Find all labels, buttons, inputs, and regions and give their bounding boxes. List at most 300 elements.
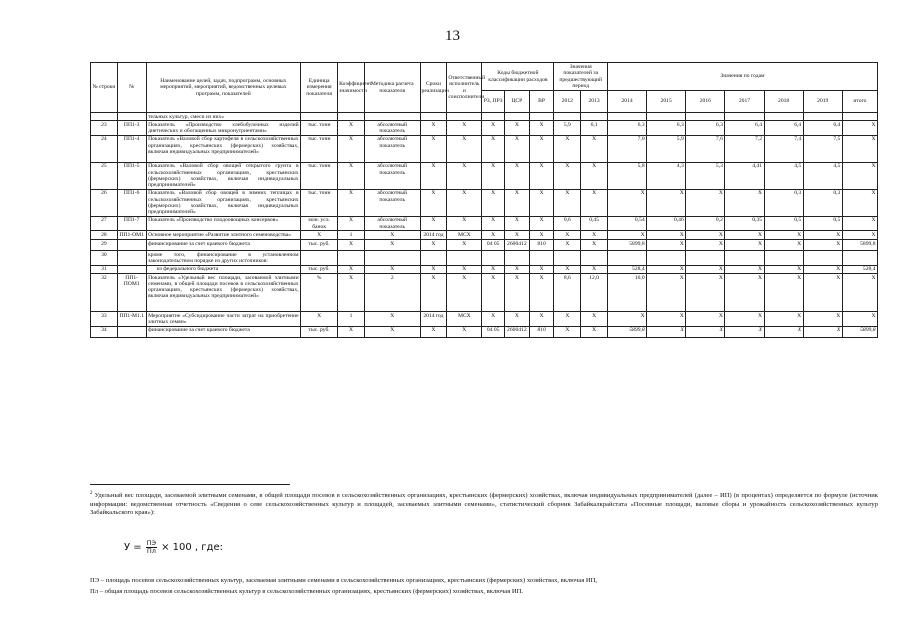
row-vr: 810	[529, 326, 554, 337]
row-terms: Х	[420, 189, 447, 216]
row-code: ПП1-7	[117, 216, 146, 231]
row-coef: Х	[338, 135, 365, 162]
row-unit: Х	[301, 312, 338, 327]
row-name: Мероприятие «Субсидирование части затрат на приобретение элитных семян»	[148, 312, 299, 325]
row-method: Х	[364, 265, 420, 273]
cont-cell	[338, 113, 365, 121]
cont-cell	[842, 113, 877, 121]
row-2015: Х	[647, 274, 686, 312]
cont-cell	[447, 113, 482, 121]
row-method: абсолютный показатель	[364, 135, 420, 162]
row-2019	[803, 251, 842, 266]
row-2014: 7,0	[607, 135, 646, 162]
row-number: 23	[91, 121, 118, 136]
row-2016: 0,2	[686, 216, 725, 231]
row-2013	[581, 251, 608, 266]
table-row	[91, 265, 878, 273]
cont-cell	[647, 113, 686, 121]
header-2017: 2017	[725, 91, 764, 113]
row-responsible: Х	[447, 162, 482, 189]
row-2014: 528,4	[607, 265, 646, 273]
row-coef: Х	[338, 121, 365, 136]
row-2016: 6,3	[686, 121, 725, 136]
row-terms: Х	[420, 240, 447, 251]
row-2012: Х	[554, 135, 581, 162]
row-method: Х	[364, 231, 420, 240]
row-vr: Х	[529, 216, 554, 231]
row-vr: Х	[529, 312, 554, 327]
row-name: Показатель «Удельный вес площади, засеваемой элитными семенами, в общей площади посевов в сельскохозяйственных организациях, крестьянских (фермерских) хозяйствах, включая индивидуальных предпринимателей»	[146, 274, 301, 312]
row-total: Х	[842, 121, 877, 136]
table-row	[91, 162, 878, 189]
row-code	[117, 326, 146, 337]
table-row	[91, 216, 878, 231]
cont-cell	[504, 113, 529, 121]
row-2017: Х	[725, 265, 764, 273]
row-2017: Х	[725, 312, 764, 327]
row-method: Х	[364, 326, 420, 337]
row-number: 25	[91, 162, 118, 189]
row-rz: Х	[482, 274, 505, 312]
row-vr: 810	[529, 240, 554, 251]
cont-cell	[607, 113, 646, 121]
row-total: 5899,8	[842, 326, 877, 337]
row-2016: Х	[686, 326, 725, 337]
row-2018	[764, 251, 803, 266]
row-2019: 7,5	[803, 135, 842, 162]
header-unit: Единица измерения показателя	[301, 63, 338, 113]
row-responsible: Х	[447, 121, 482, 136]
row-code: ПП1-ПОМ1	[117, 274, 146, 312]
table-row	[91, 274, 878, 312]
row-total: Х	[842, 231, 877, 240]
row-method: 2	[364, 274, 420, 312]
row-2014: 10,0	[607, 274, 646, 312]
header-responsible: Ответственный исполнитель и соисполнители	[447, 63, 482, 113]
row-2017: Х	[725, 240, 764, 251]
row-terms: 2014 год	[420, 231, 447, 240]
row-2013: Х	[581, 162, 608, 189]
row-2017: 7,2	[725, 135, 764, 162]
row-csr: 2600412	[504, 240, 529, 251]
row-2013: Х	[581, 135, 608, 162]
row-2017: 0,35	[725, 216, 764, 231]
row-2015: Х	[647, 326, 686, 337]
row-2019: Х	[803, 240, 842, 251]
row-2019: 6,4	[803, 121, 842, 136]
row-name: Показатель «Производство плодоовощных консервов»	[146, 216, 301, 231]
row-2019: Х	[803, 231, 842, 240]
row-total: Х	[842, 162, 877, 189]
row-method: абсолютный показатель	[364, 189, 420, 216]
row-number: 29	[91, 240, 118, 251]
table-row	[91, 135, 878, 162]
row-code: ПП1-М1.1	[117, 312, 146, 327]
row-rz: Х	[482, 265, 505, 273]
row-2017	[725, 251, 764, 266]
header-total: итого	[842, 91, 877, 113]
row-terms: Х	[420, 265, 447, 273]
row-responsible: Х	[447, 265, 482, 273]
row-vr: Х	[529, 265, 554, 273]
row-csr: Х	[504, 312, 529, 327]
header-terms: Сроки реализации	[420, 63, 447, 113]
row-rz: Х	[482, 216, 505, 231]
row-unit: тыс. руб.	[301, 265, 338, 273]
row-2018: Х	[764, 274, 803, 312]
row-2019: 4,5	[803, 162, 842, 189]
row-rz: 04 05	[482, 326, 505, 337]
row-name: финансирование за счет краевого бюджета	[146, 240, 301, 251]
row-2016: Х	[686, 231, 725, 240]
row-number: 24	[91, 135, 118, 162]
row-2016: Х	[686, 189, 725, 216]
header-2018: 2018	[764, 91, 803, 113]
row-2012: Х	[554, 231, 581, 240]
footnote-rule	[90, 484, 290, 485]
row-coef: Х	[338, 240, 365, 251]
row-2016: 7,6	[686, 135, 725, 162]
row-2015: 5,9	[647, 135, 686, 162]
header-2013: 2013	[581, 91, 608, 113]
row-rz: 04 05	[482, 240, 505, 251]
row-coef: Х	[338, 274, 365, 312]
row-vr: Х	[529, 231, 554, 240]
row-2015	[647, 251, 686, 266]
cont-cell	[117, 113, 146, 121]
formula	[124, 540, 223, 555]
row-vr: Х	[529, 162, 554, 189]
row-2012: 5,9	[554, 121, 581, 136]
row-2014: 5899,8	[607, 326, 646, 337]
row-2015: Х	[647, 240, 686, 251]
row-csr: Х	[504, 162, 529, 189]
row-name: Основное мероприятие «Развитие элитного семеноводства»	[146, 231, 301, 240]
formula-lhs: У =	[124, 542, 142, 554]
table-row	[91, 231, 878, 240]
row-2018: 4,5	[764, 162, 803, 189]
table-row	[91, 189, 878, 216]
row-name: Показатель «Валовой сбор овощей открытого грунта в сельскохозяйственных организациях, крестьянских (фермерских) хозяйствах, включая индивидуальных предпринимателей»	[148, 163, 299, 188]
row-terms: Х	[420, 121, 447, 136]
row-method: Х	[364, 312, 420, 327]
cont-cell	[554, 113, 581, 121]
row-method: абсолютный показатель	[364, 121, 420, 136]
cont-cell	[482, 113, 505, 121]
indicators-table	[90, 62, 878, 338]
definition-pl: Пл – общая площадь посевов сельскохозяйственных культур в сельскохозяйственных организациях, крестьянских (фермерских) хозяйствах, включая ИП.	[90, 588, 524, 595]
continuation-text: тельных культур, смеси из них»	[146, 113, 301, 121]
header-years: Значения по годам	[607, 63, 877, 91]
row-csr: Х	[504, 189, 529, 216]
row-responsible: МСХ	[447, 312, 482, 327]
formula-denominator: Пл	[146, 547, 156, 556]
row-2014: Х	[607, 231, 646, 240]
row-code	[117, 251, 146, 266]
row-2019: 0,3	[803, 189, 842, 216]
row-terms	[420, 251, 447, 266]
cont-cell	[803, 113, 842, 121]
row-code	[117, 265, 146, 273]
row-rz: Х	[482, 312, 505, 327]
row-unit: %	[301, 274, 338, 312]
row-responsible: Х	[447, 274, 482, 312]
row-vr: Х	[529, 274, 554, 312]
row-2015: 6,3	[647, 121, 686, 136]
row-unit: тыс. тонн	[301, 162, 338, 189]
row-number: 33	[91, 312, 118, 327]
row-responsible: Х	[447, 240, 482, 251]
row-vr	[529, 251, 554, 266]
row-2017: Х	[725, 326, 764, 337]
row-responsible: Х	[447, 216, 482, 231]
header-2012: 2012	[554, 91, 581, 113]
row-2012: Х	[554, 326, 581, 337]
row-2014: 6,3	[607, 121, 646, 136]
table-row	[91, 121, 878, 136]
row-number: 32	[91, 274, 118, 312]
row-terms: Х	[420, 216, 447, 231]
row-coef: Х	[338, 265, 365, 273]
row-rz: Х	[482, 121, 505, 136]
row-2016: Х	[686, 265, 725, 273]
header-vr: ВР	[529, 91, 554, 113]
row-responsible: Х	[447, 326, 482, 337]
row-2013: Х	[581, 312, 608, 327]
row-code: ПП1-4	[117, 135, 146, 162]
cont-cell	[364, 113, 420, 121]
row-name: финансирование за счет краевого бюджета	[146, 326, 301, 337]
row-csr: Х	[504, 216, 529, 231]
row-2018: Х	[764, 326, 803, 337]
row-2014: Х	[607, 189, 646, 216]
row-2014: 0,54	[607, 216, 646, 231]
table-row	[91, 326, 878, 337]
header-2016: 2016	[686, 91, 725, 113]
row-number: 27	[91, 216, 118, 231]
row-2013: 6,1	[581, 121, 608, 136]
row-unit: тыс. руб.	[301, 326, 338, 337]
cont-cell	[764, 113, 803, 121]
row-method: Х	[364, 240, 420, 251]
header-method: Методика расчета показателя	[364, 63, 420, 113]
row-2016: Х	[686, 240, 725, 251]
row-2016: Х	[686, 312, 725, 327]
header-2014: 2014	[607, 91, 646, 113]
row-method: абсолютный показатель	[364, 216, 420, 231]
row-code: ПП1-6	[117, 189, 146, 216]
row-2016	[686, 251, 725, 266]
row-terms: Х	[420, 274, 447, 312]
header-coef: Коэффициент значимости	[338, 63, 365, 113]
cont-cell	[529, 113, 554, 121]
row-2012: Х	[554, 312, 581, 327]
row-responsible: Х	[447, 189, 482, 216]
row-2015: Х	[647, 312, 686, 327]
row-method: абсолютный показатель	[364, 162, 420, 189]
row-2018: Х	[764, 231, 803, 240]
row-2019: Х	[803, 274, 842, 312]
row-responsible	[447, 251, 482, 266]
footnote-text	[90, 491, 878, 518]
row-unit	[301, 251, 338, 266]
row-2015: 4,3	[647, 162, 686, 189]
row-name: Показатель «Валовой сбор картофеля в сельскохозяйственных организациях, крестьянских (фермерских) хозяйствах, включая индивидуальных предпринимателей»	[146, 135, 301, 162]
header-2019: 2019	[803, 91, 842, 113]
page-number: 13	[445, 28, 460, 44]
row-coef	[338, 251, 365, 266]
header-2015: 2015	[647, 91, 686, 113]
row-name: кроме того, финансирование в установленном законодательством порядке из других источников:	[148, 251, 299, 264]
formula-fraction	[146, 540, 157, 555]
row-name: из федерального бюджета	[146, 265, 301, 273]
row-2013: Х	[581, 265, 608, 273]
table-row	[91, 312, 878, 327]
cont-cell	[301, 113, 338, 121]
row-2017: 6,4	[725, 121, 764, 136]
row-total: 5899,8	[842, 240, 877, 251]
header-rz: РЗ, ПРЗ	[482, 91, 505, 113]
definition-pe: ПЭ – площадь посевов сельскохозяйственных культур, засеваемая элитными семенами в сельскохозяйственных организациях, крестьянских (фермерских) хозяйствах, включая ИП,	[90, 577, 598, 584]
row-vr: Х	[529, 121, 554, 136]
row-csr: Х	[504, 135, 529, 162]
row-number: 30	[91, 251, 118, 266]
row-total: 528,4	[842, 265, 877, 273]
row-coef: 1	[338, 231, 365, 240]
row-2013: Х	[581, 189, 608, 216]
row-code: ПП1-5	[117, 162, 146, 189]
row-2012: 8,6	[554, 274, 581, 312]
row-2015: 0,46	[647, 216, 686, 231]
row-2017: Х	[725, 231, 764, 240]
row-rz: Х	[482, 231, 505, 240]
row-2013: 0,45	[581, 216, 608, 231]
row-number: 28	[91, 231, 118, 240]
row-csr: 2600412	[504, 326, 529, 337]
row-unit: тыс. руб.	[301, 240, 338, 251]
row-2019: Х	[803, 265, 842, 273]
row-terms: Х	[420, 135, 447, 162]
row-2017: 4,41	[725, 162, 764, 189]
row-2015: Х	[647, 231, 686, 240]
header-budget-codes: Коды бюджетной классификации расходов	[482, 63, 554, 91]
row-unit: тыс. тонн	[301, 189, 338, 216]
cont-cell	[725, 113, 764, 121]
row-coef: Х	[338, 162, 365, 189]
row-code: ПП1-ОМ1	[117, 231, 146, 240]
row-csr: Х	[504, 265, 529, 273]
row-total: Х	[842, 274, 877, 312]
formula-rhs: × 100 , где:	[161, 542, 223, 554]
row-2014	[607, 251, 646, 266]
row-2015: Х	[647, 189, 686, 216]
row-method	[364, 251, 420, 266]
row-2018: Х	[764, 265, 803, 273]
row-number: 26	[91, 189, 118, 216]
row-responsible: МСХ	[447, 231, 482, 240]
row-csr: Х	[504, 231, 529, 240]
row-terms: Х	[420, 326, 447, 337]
row-csr	[504, 251, 529, 266]
row-rz: Х	[482, 162, 505, 189]
row-2019: Х	[803, 312, 842, 327]
table-row	[91, 240, 878, 251]
row-2013: Х	[581, 326, 608, 337]
row-code	[117, 240, 146, 251]
row-2012: 0,6	[554, 216, 581, 231]
row-2016: 5,3	[686, 162, 725, 189]
footnote-marker: 2	[90, 491, 93, 496]
row-2014: 5899,8	[607, 240, 646, 251]
row-2018: 0,3	[764, 189, 803, 216]
row-vr: Х	[529, 189, 554, 216]
cont-cell	[91, 113, 118, 121]
cont-cell	[581, 113, 608, 121]
row-code: ПП1-3	[117, 121, 146, 136]
footnote-body: Удельный вес площади, засеваемой элитными семенами, в общей площади посевов в сельскохозяйственных организациях, крестьянских (фермерских) хозяйствах, включая индивидуальных предпринимателей (далее – ИП) (в процентах) определяется по формуле (источник информации: ведомственная отчетность «Сведения о севе сельскохозяйственных культур и площадей, засеваемых элитными семенами», статистический сборник Забайкалкрайстата «Посевные площади, валовые сборы и урожайность сельскохозяйственных культур Забайкальского края»):	[90, 492, 878, 517]
header-row-no: № строки	[91, 63, 118, 113]
row-terms: Х	[420, 162, 447, 189]
row-2018: 7,4	[764, 135, 803, 162]
row-responsible: Х	[447, 135, 482, 162]
header-code: №	[117, 63, 146, 113]
row-2019: Х	[803, 326, 842, 337]
row-unit: млн. усл. банок	[301, 216, 338, 231]
row-2012: Х	[554, 265, 581, 273]
row-name: Показатель «Производство хлебобулочных изделий диетических и обогащенных микронутриентами»	[148, 121, 299, 134]
row-coef: Х	[338, 216, 365, 231]
row-unit: Х	[301, 231, 338, 240]
row-2018: Х	[764, 312, 803, 327]
row-unit: тыс. тонн	[301, 135, 338, 162]
row-total	[842, 251, 877, 266]
row-coef: Х	[338, 326, 365, 337]
row-2012: Х	[554, 189, 581, 216]
row-2014: Х	[607, 312, 646, 327]
row-2013: Х	[581, 240, 608, 251]
row-total: Х	[842, 216, 877, 231]
header-name: Наименование целей, задач, подпрограмм, основных мероприятий, мероприятий, ведомственных целевых программ, показателей	[146, 63, 301, 113]
formula-numerator: ПЭ	[146, 539, 157, 547]
row-2013: Х	[581, 231, 608, 240]
row-total: Х	[842, 312, 877, 327]
row-csr: Х	[504, 121, 529, 136]
row-number: 34	[91, 326, 118, 337]
row-2013: 12,0	[581, 274, 608, 312]
row-2017: Х	[725, 274, 764, 312]
row-2018: 0,5	[764, 216, 803, 231]
row-2019: 0,5	[803, 216, 842, 231]
header-csr: ЦСР	[504, 91, 529, 113]
row-2012: Х	[554, 162, 581, 189]
header-prev-period: Значения показателей за предшествующий период	[554, 63, 608, 91]
row-rz: Х	[482, 189, 505, 216]
row-2012: Х	[554, 240, 581, 251]
row-number: 31	[91, 265, 118, 273]
cont-cell	[686, 113, 725, 121]
row-name: Показатель «Валовой сбор овощей в зимних теплицах в сельскохозяйственных организациях, крестьянских (фермерских) хозяйствах, включая индивидуальных предпринимателей»	[148, 190, 299, 215]
row-2016: Х	[686, 274, 725, 312]
row-rz: Х	[482, 135, 505, 162]
row-rz	[482, 251, 505, 266]
row-2017: Х	[725, 189, 764, 216]
row-2012	[554, 251, 581, 266]
row-total: Х	[842, 135, 877, 162]
row-2018: Х	[764, 240, 803, 251]
row-coef: Х	[338, 189, 365, 216]
row-total: Х	[842, 189, 877, 216]
row-terms: 2014 год	[420, 312, 447, 327]
